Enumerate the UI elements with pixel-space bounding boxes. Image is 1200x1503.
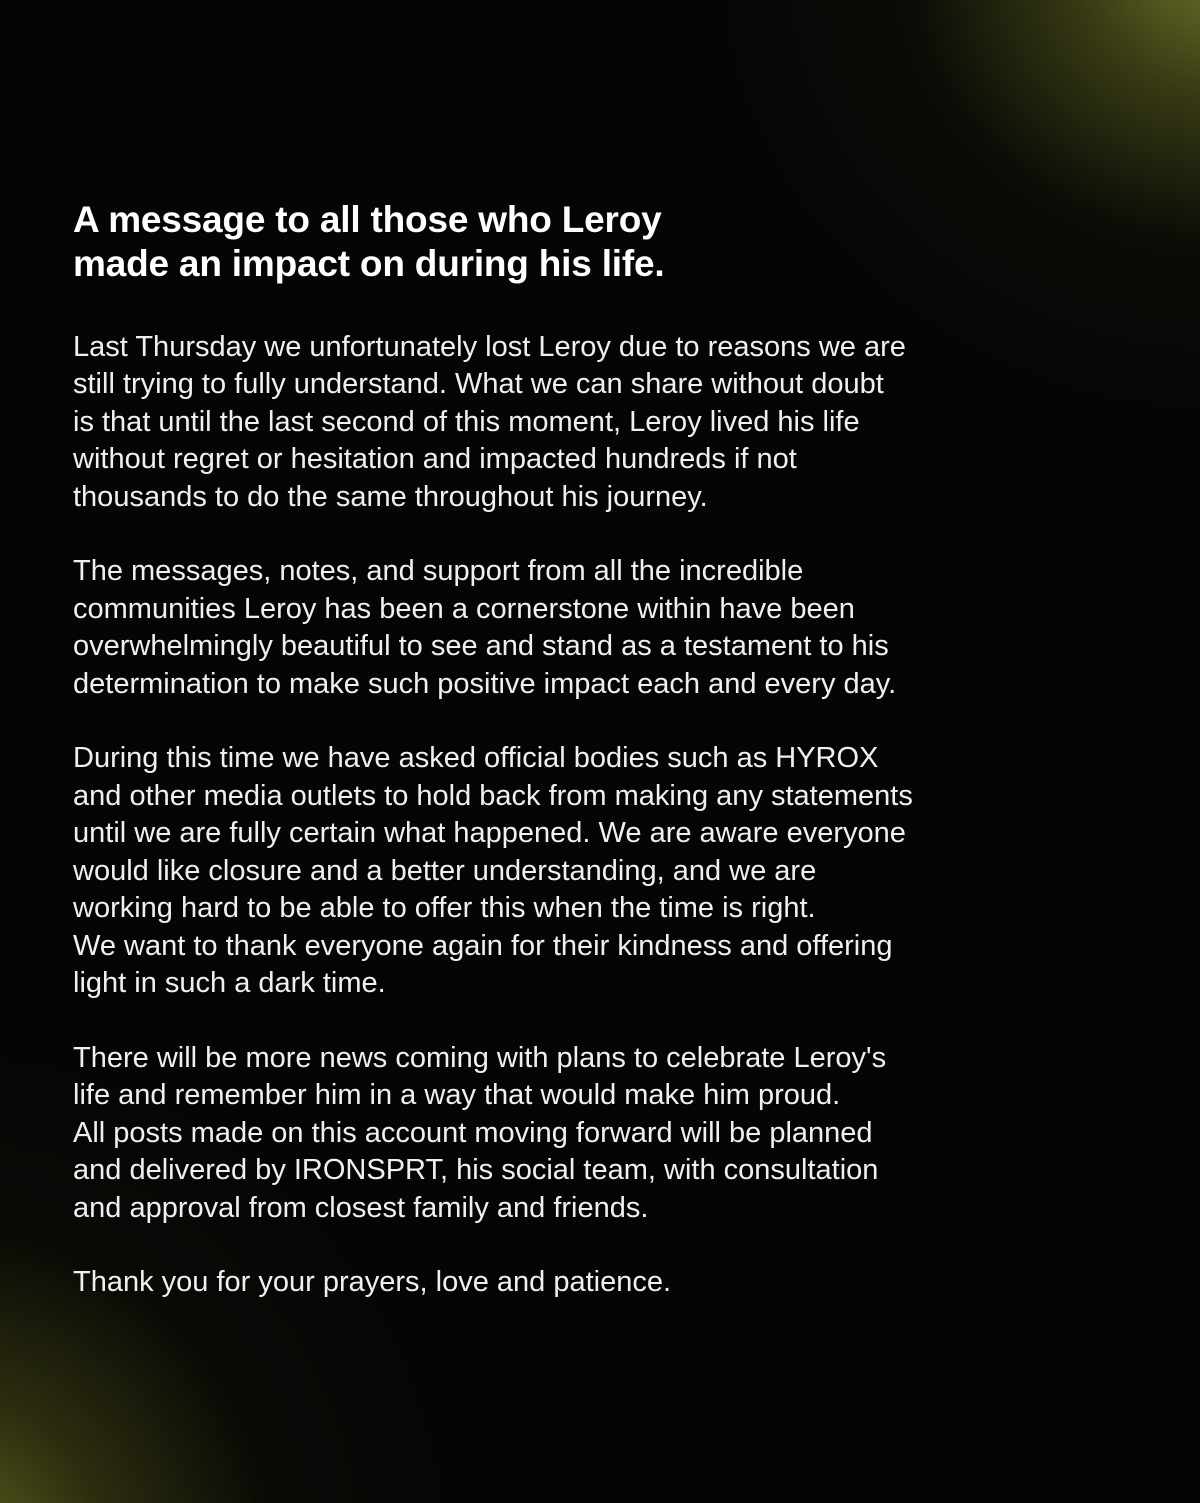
message-body: [73, 329, 1153, 1302]
message-paragraph: The messages, notes, and support from all the incredible communities Leroy has been a cornerstone within have been overwhelmingly beautiful to see and stand as a testament to his determination to make such positive impact each and every day.: [73, 555, 897, 700]
message-closing: Thank you for your prayers, love and patience.: [73, 1266, 672, 1299]
message-title: A message to all those who Leroy made an impact on during his life.: [73, 199, 665, 285]
message-document: [73, 198, 1153, 1339]
message-paragraph: Last Thursday we unfortunately lost Leroy due to reasons we are still trying to fully understand. What we can share without doubt is that until the last second of this moment, Leroy lived his life without regret or hesitation and impacted hundreds if not thousands to do the same throughout his journey.: [73, 330, 906, 513]
message-paragraph: There will be more news coming with plans to celebrate Leroy's life and remember him in a way that would make him proud. All posts made on this account moving forward will be planned and delivered by IRONSPRT, his social team, with consultation and approval from closest family and friends.: [73, 1041, 887, 1224]
message-paragraph: During this time we have asked official bodies such as HYROX and other media outlets to hold back from making any statements until we are fully certain what happened. We are aware everyone would like closure and a better understanding, and we are working hard to be able to offer this when the time is right. We want to thank everyone again for their kindness and offering light in such a dark time.: [73, 742, 913, 1000]
